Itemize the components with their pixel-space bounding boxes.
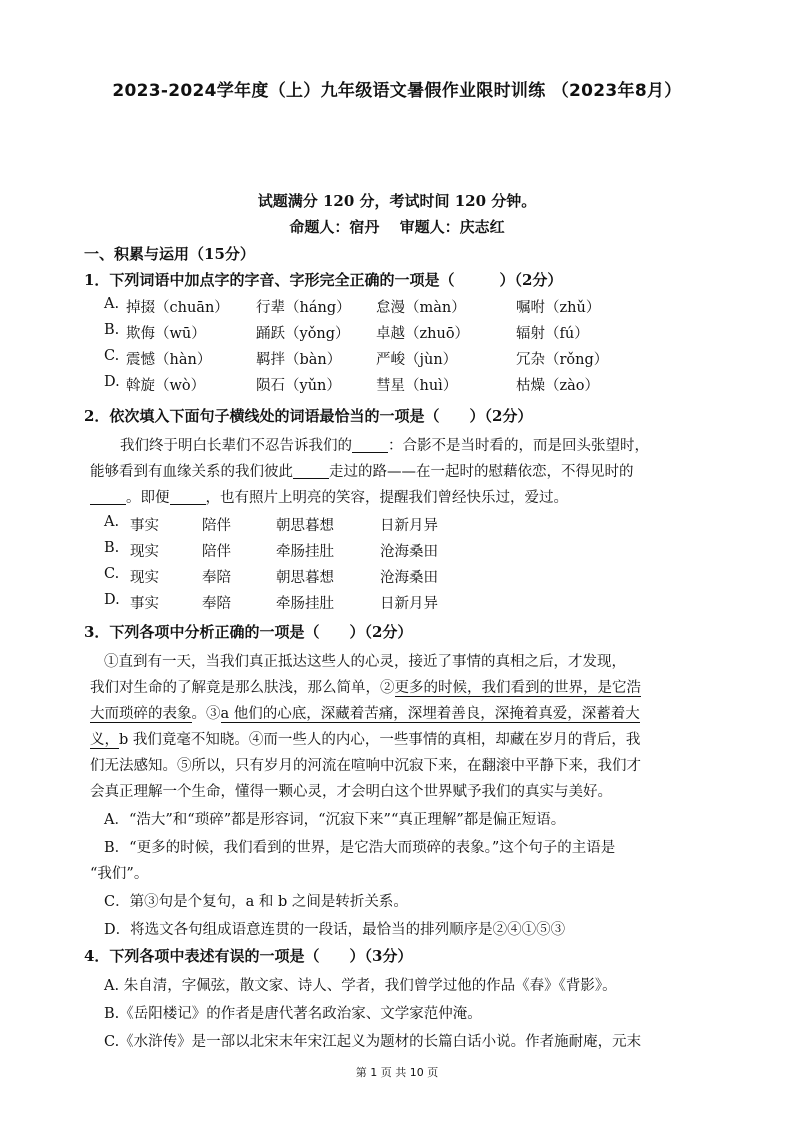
underlined-sentence: 更多的时候，我们看到的世界，是它浩	[394, 680, 641, 696]
word-item: 欺侮（wū）	[126, 326, 206, 342]
fill-blank	[170, 490, 206, 505]
word-item: 卓越（zhuō）	[376, 326, 470, 342]
q3-passage-line-4: 义，b 我们竟毫不知晓。④而一些人的内心，一些事情的真相，却藏在岁月的背后，我	[90, 732, 641, 748]
word-item: 陨石（yǔn）	[256, 378, 341, 394]
word-item: 牵肠挂肚	[276, 544, 334, 560]
fill-blank	[90, 490, 126, 505]
authors-info: 命题人：宿丹 审题人：庆志红	[289, 218, 505, 236]
q3-option-b: B．“更多的时候，我们看到的世界，是它浩大而琐碎的表象。”这个句子的主语是	[104, 840, 616, 856]
question-2-stem: 2．依次填入下面句子横线处的词语最恰当的一项是（ ）（2分）	[84, 407, 533, 425]
word-item: 掉掇（chuān）	[126, 300, 229, 316]
word-item: 怠漫（màn）	[376, 300, 466, 316]
word-item: 斡旋（wò）	[126, 378, 206, 394]
word-item: 牵肠挂肚	[276, 596, 334, 612]
fill-blank	[352, 438, 388, 453]
option-label: C.	[104, 348, 120, 364]
page-title: 2023-2024学年度（上）九年级语文暑假作业限时训练 （2023年8月）	[112, 81, 682, 101]
option-label: A.	[104, 514, 120, 530]
word-item: 震憾（hàn）	[126, 352, 212, 368]
q4-option-a: A. 朱自清，字佩弦，散文家、诗人、学者，我们曾学过他的作品《春》《背影》。	[104, 978, 617, 994]
word-item: 朝思暮想	[276, 570, 334, 586]
q3-passage-line-5: 们无法感知。⑤所以，只有岁月的河流在喧响中沉寂下来，在翻滚中平静下来，我们才	[90, 758, 641, 774]
underlined-sentence: 大而琐碎的表象	[90, 706, 192, 722]
word-item: 行辈（háng）	[256, 300, 351, 316]
word-item: 事实	[130, 518, 159, 534]
word-item: 陪伴	[202, 518, 231, 534]
q3-option-a: A．“浩大”和“琐碎”都是形容词，“沉寂下来”“真正理解”都是偏正短语。	[104, 812, 566, 828]
q2-passage-line-2: 能够看到有血缘关系的我们彼此 走过的路——在一起时的慰藉依恋，不得见时的	[90, 464, 634, 480]
word-item: 踊跃（yǒng）	[256, 326, 350, 342]
option-label: D.	[104, 374, 120, 390]
word-item: 奉陪	[202, 570, 231, 586]
section-heading: 一、积累与运用（15分）	[84, 245, 255, 263]
word-item: 嘱咐（zhǔ）	[516, 300, 601, 316]
question-4-stem: 4．下列各项中表述有误的一项是（ ）（3分）	[84, 947, 413, 965]
word-item: 陪伴	[202, 544, 231, 560]
q3-passage-line-2: 我们对生命的了解竟是那么肤浅，那么简单，②更多的时候，我们看到的世界，是它浩	[90, 680, 641, 696]
q3-option-d: D．将选文各句组成语意连贯的一段话，最恰当的排列顺序是②④①⑤③	[104, 922, 566, 938]
q3-option-c: C．第③句是个复句，a 和 b 之间是转折关系。	[104, 894, 408, 910]
word-item: 现实	[130, 570, 159, 586]
word-item: 奉陪	[202, 596, 231, 612]
word-item: 事实	[130, 596, 159, 612]
score-time-info: 试题满分 120 分，考试时间 120 分钟。	[257, 192, 537, 210]
option-label: B.	[104, 322, 120, 338]
underlined-sentence: 义，	[90, 732, 119, 748]
option-label: D.	[104, 592, 120, 608]
q4-option-b: B.《岳阳楼记》的作者是唐代著名政治家、文学家范仲淹。	[104, 1006, 482, 1022]
word-item: 羁拌（bàn）	[256, 352, 342, 368]
q3-passage-line-6: 会真正理解一个生命，懂得一颗心灵，才会明白这个世界赋予我们的真实与美好。	[90, 784, 612, 800]
word-item: 现实	[130, 544, 159, 560]
word-item: 严峻（jùn）	[376, 352, 458, 368]
word-item: 日新月异	[380, 518, 438, 534]
q3-passage-line-1: ①直到有一天，当我们真正抵达这些人的心灵，接近了事情的真相之后，才发现，	[104, 654, 626, 670]
q3-passage-line-3: 大而琐碎的表象。③a 他们的心底，深藏着苦痛，深埋着善良，深掩着真爱，深蓄着大	[90, 706, 640, 722]
word-item: 沧海桑田	[380, 570, 438, 586]
word-item: 枯燥（zào）	[516, 378, 600, 394]
option-label: A.	[104, 296, 120, 312]
option-label: C.	[104, 566, 120, 582]
question-1-stem: 1．下列词语中加点字的字音、字形完全正确的一项是（ ）（2分）	[84, 271, 563, 289]
fill-blank	[293, 464, 329, 479]
q2-passage-line-1: 我们终于明白长辈们不忍告诉我们的 ：合影不是当时看的，而是回头张望时，	[120, 438, 649, 454]
word-item: 日新月异	[380, 596, 438, 612]
option-label: B.	[104, 540, 120, 556]
word-item: 朝思暮想	[276, 518, 334, 534]
q4-option-c: C.《水浒传》是一部以北宋末年宋江起义为题材的长篇白话小说。作者施耐庵，元末	[104, 1034, 642, 1050]
page-number-footer: 第 1 页 共 10 页	[355, 1066, 439, 1079]
question-3-stem: 3．下列各项中分析正确的一项是（ ）（2分）	[84, 623, 413, 641]
word-item: 辐射（fú）	[516, 326, 589, 342]
word-item: 沧海桑田	[380, 544, 438, 560]
word-item: 冗杂（rǒng）	[516, 352, 609, 368]
underlined-sentence: a 他们的心底，深藏着苦痛，深埋着善良，深掩着真爱，深蓄着大	[220, 706, 640, 722]
q3-option-b-cont: “我们”。	[90, 866, 149, 882]
q2-passage-line-3: 。即便 ，也有照片上明亮的笑容，提醒我们曾经快乐过，爱过。	[90, 486, 568, 507]
word-item: 彗星（huì）	[376, 378, 458, 394]
